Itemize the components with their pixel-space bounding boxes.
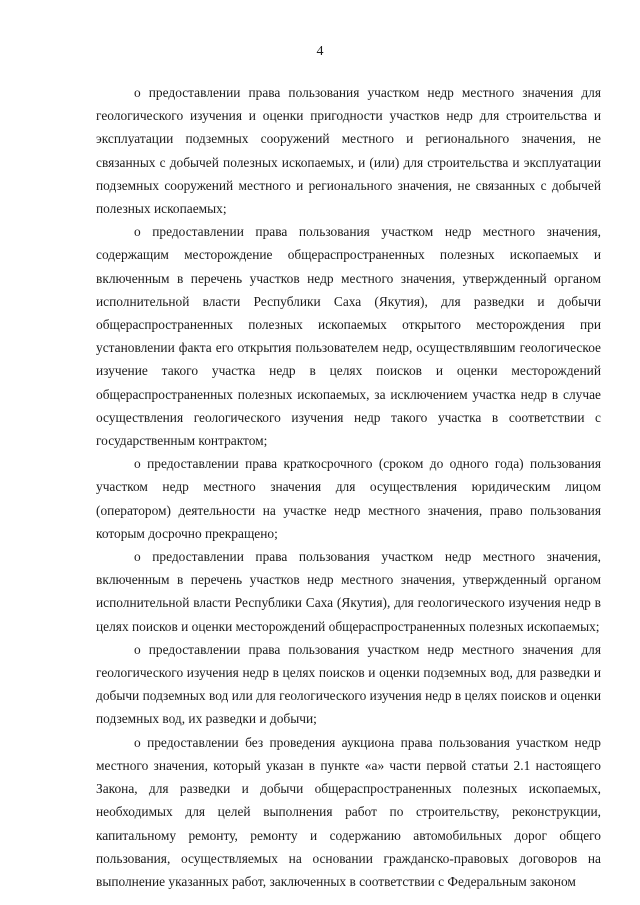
document-body (96, 81, 601, 893)
paragraph-without-auction: о предоставлении без проведения аукциона права пользования участком недр местного значения, который указан в пункте «а» части первой статьи 2.1 настоящего Закона, для разведки и добычи общераспространенных полезных ископаемых, необходимых для целей выполнения работ по строительству, реконструкции, капитальному ремонту, ремонту и содержанию автомобильных дорог общего пользования, осуществляемых на основании гражданско-правовых договоров на выполнение указанных работ, заключенных в соответствии с Федеральным законом (96, 734, 601, 889)
page-number: 4 (316, 44, 324, 59)
paragraph-deposit-discovery: о предоставлении права пользования участком недр местного значения, содержащим месторождение общераспространенных полезных ископаемых и включенным в перечень участков недр местного значения, утвержденный органом исполнительной власти Республики Саха (Якутия), для разведки и добычи общераспространенных полезных ископаемых открытого месторождения при установлении факта его открытия пользователем недр, осуществлявшим геологическое изучение такого участка недр в целях поисков и оценки месторождений общераспространенных полезных ископаемых, за исключением участка недр в случае осуществления геологического изучения недр такого участка в соответствии с государственным контрактом; (96, 224, 601, 449)
paragraph-underground-structures: о предоставлении права пользования участком недр местного значения для геологического изучения и оценки пригодности участков недр для строительства и эксплуатации подземных сооружений местного и регионального значения, не связанных с добычей полезных ископаемых, и (или) для строительства и эксплуатации подземных сооружений местного и регионального значения, не связанных с добычей полезных ископаемых; (96, 85, 601, 217)
paragraph-groundwater: о предоставлении права пользования участком недр местного значения для геологического изучения недр в целях поисков и оценки подземных вод, для разведки и добычи подземных вод или для геологического изучения недр в целях поисков и оценки подземных вод, их разведки и добычи; (96, 641, 601, 727)
paragraph-short-term-use: о предоставлении права краткосрочного (сроком до одного года) пользования участком недр местного значения для осуществления юридическим лицом (оператором) деятельности на участке недр местного значения, право пользования которым досрочно прекращено; (96, 456, 601, 541)
paragraph-geological-study: о предоставлении права пользования участком недр местного значения, включенным в перечень участков недр местного значения, утвержденный органом исполнительной власти Республики Саха (Якутия), для геологического изучения недр в целях поисков и оценки месторождений общераспространенных полезных ископаемых; (96, 549, 601, 634)
